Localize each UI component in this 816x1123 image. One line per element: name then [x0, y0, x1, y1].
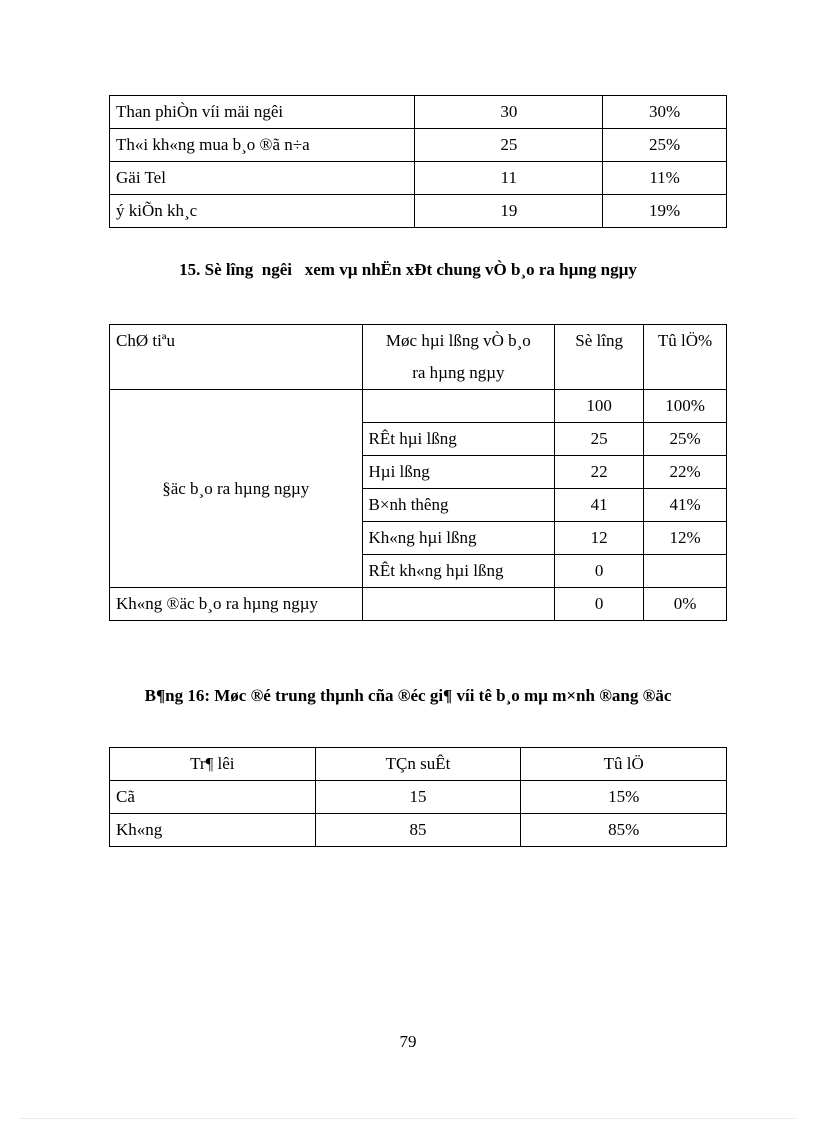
table-row — [110, 96, 727, 129]
group-label: §äc b¸o ra hµng ngµy — [110, 390, 363, 588]
header-frequency: TÇn suÊt — [315, 748, 521, 781]
row-label: Kh«ng ®äc b¸o ra hµng ngµy — [110, 588, 363, 621]
daily-newspaper-table — [109, 324, 727, 621]
row-level — [362, 588, 555, 621]
row-count: 22 — [555, 456, 644, 489]
row-label: Kh«ng — [110, 814, 316, 847]
row-label: Than phiÒn víi mäi ngêi — [110, 96, 415, 129]
row-percent: 85% — [521, 814, 727, 847]
header-satisfaction-line2: ra hµng ngµy — [412, 363, 505, 382]
row-percent: 22% — [644, 456, 727, 489]
row-percent: 0% — [644, 588, 727, 621]
row-count: 25 — [555, 423, 644, 456]
row-percent: 41% — [644, 489, 727, 522]
header-indicator: ChØ tiªu — [110, 325, 363, 390]
row-level — [362, 390, 555, 423]
table-row — [110, 195, 727, 228]
header-satisfaction-line1: Møc hµi lßng vÒ b¸o — [385, 331, 531, 350]
row-count: 11 — [415, 162, 603, 195]
row-count: 19 — [415, 195, 603, 228]
header-count: Sè lîng — [555, 325, 644, 390]
page-bottom-rule — [20, 1118, 796, 1119]
row-frequency: 85 — [315, 814, 521, 847]
table-header-row — [110, 748, 727, 781]
row-count: 0 — [555, 588, 644, 621]
table-row — [110, 781, 727, 814]
table-row — [110, 390, 727, 423]
loyalty-table — [109, 747, 727, 847]
row-percent: 12% — [644, 522, 727, 555]
row-level: Kh«ng hµi lßng — [362, 522, 555, 555]
row-count: 12 — [555, 522, 644, 555]
row-label: ý kiÕn kh¸c — [110, 195, 415, 228]
row-count: 100 — [555, 390, 644, 423]
table-header-row — [110, 325, 727, 390]
row-count: 41 — [555, 489, 644, 522]
row-percent: 15% — [521, 781, 727, 814]
row-label: Cã — [110, 781, 316, 814]
table-row — [110, 814, 727, 847]
row-level: RÊt kh«ng hµi lßng — [362, 555, 555, 588]
row-percent: 100% — [644, 390, 727, 423]
table-16-heading: B¶ng 16: Møc ®é trung thµnh cña ®éc gi¶ víi tê b¸o mµ m×nh ®ang ®äc — [144, 686, 672, 705]
row-count: 25 — [415, 129, 603, 162]
row-percent: 25% — [644, 423, 727, 456]
complaint-table — [109, 95, 727, 228]
header-answer: Tr¶ lêi — [110, 748, 316, 781]
row-percent: 25% — [603, 129, 727, 162]
row-label: Gäi Tel — [110, 162, 415, 195]
row-count: 30 — [415, 96, 603, 129]
row-level: Hµi lßng — [362, 456, 555, 489]
row-level: RÊt hµi lßng — [362, 423, 555, 456]
header-percent: Tû lÖ% — [644, 325, 727, 390]
row-level: B×nh thêng — [362, 489, 555, 522]
row-count: 0 — [555, 555, 644, 588]
row-frequency: 15 — [315, 781, 521, 814]
row-percent — [644, 555, 727, 588]
header-percent: Tû lÖ — [521, 748, 727, 781]
row-percent: 11% — [603, 162, 727, 195]
table-row — [110, 129, 727, 162]
row-percent: 30% — [603, 96, 727, 129]
page-number: 79 — [399, 1032, 417, 1051]
table-row — [110, 162, 727, 195]
section-15-heading: 15. Sè lîng ngêi xem vµ nhËn xÐt chung vÒ b¸o ra hµng ngµy — [179, 260, 637, 279]
table-row — [110, 588, 727, 621]
header-satisfaction — [362, 325, 555, 390]
row-percent: 19% — [603, 195, 727, 228]
row-label: Th«i kh«ng mua b¸o ®ã n÷a — [110, 129, 415, 162]
